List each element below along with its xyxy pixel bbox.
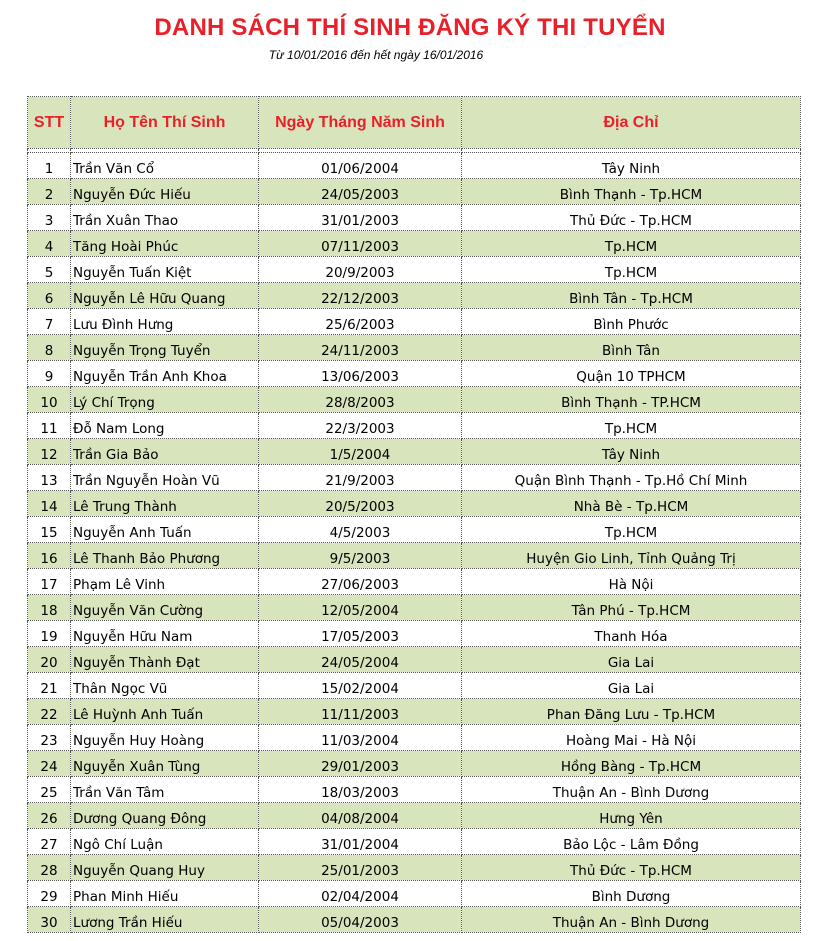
dob-cell: 07/11/2003 <box>259 231 462 257</box>
name-cell: Lý Chí Trọng <box>71 387 259 413</box>
column-header-stt: STT <box>28 97 71 149</box>
stt-cell: 8 <box>28 335 71 361</box>
table-row <box>28 829 801 855</box>
address-cell: Gia Lai <box>462 647 801 673</box>
dob-cell: 25/6/2003 <box>259 309 462 335</box>
dob-cell: 17/05/2003 <box>259 621 462 647</box>
dob-cell: 20/5/2003 <box>259 491 462 517</box>
dob-cell: 24/11/2003 <box>259 335 462 361</box>
table-row <box>28 751 801 777</box>
stt-cell: 28 <box>28 855 71 881</box>
table-row <box>28 309 801 335</box>
table-row <box>28 881 801 907</box>
dob-cell: 15/02/2004 <box>259 673 462 699</box>
column-header-address: Địa Chỉ <box>462 97 801 149</box>
header-row <box>28 97 801 149</box>
address-cell: Tp.HCM <box>462 257 801 283</box>
table-row <box>28 907 801 933</box>
dob-cell: 13/06/2003 <box>259 361 462 387</box>
name-cell: Nguyễn Văn Cường <box>71 595 259 621</box>
name-cell: Nguyễn Hữu Nam <box>71 621 259 647</box>
name-cell: Trần Gia Bảo <box>71 439 259 465</box>
dob-cell: 21/9/2003 <box>259 465 462 491</box>
name-cell: Lê Huỳnh Anh Tuấn <box>71 699 259 725</box>
address-cell: Tp.HCM <box>462 231 801 257</box>
dob-cell: 04/08/2004 <box>259 803 462 829</box>
address-cell: Tp.HCM <box>462 413 801 439</box>
table-row <box>28 699 801 725</box>
table-row <box>28 283 801 309</box>
table-row <box>28 205 801 231</box>
dob-cell: 18/03/2003 <box>259 777 462 803</box>
name-cell: Nguyễn Trọng Tuyển <box>71 335 259 361</box>
name-cell: Phan Minh Hiếu <box>71 881 259 907</box>
stt-cell: 14 <box>28 491 71 517</box>
stt-cell: 13 <box>28 465 71 491</box>
name-cell: Phạm Lê Vinh <box>71 569 259 595</box>
page-title: DANH SÁCH THÍ SINH ĐĂNG KÝ THI TUYỂN <box>154 14 666 41</box>
dob-cell: 01/06/2004 <box>259 153 462 179</box>
stt-cell: 23 <box>28 725 71 751</box>
name-cell: Nguyễn Anh Tuấn <box>71 517 259 543</box>
stt-cell: 22 <box>28 699 71 725</box>
dob-cell: 22/12/2003 <box>259 283 462 309</box>
table-row <box>28 543 801 569</box>
table-row <box>28 231 801 257</box>
address-cell: Tp.HCM <box>462 517 801 543</box>
table-row <box>28 595 801 621</box>
name-cell: Trần Văn Cổ <box>71 153 259 179</box>
stt-cell: 18 <box>28 595 71 621</box>
table-row <box>28 803 801 829</box>
address-cell: Bình Tân <box>462 335 801 361</box>
name-cell: Trần Xuân Thao <box>71 205 259 231</box>
dob-cell: 20/9/2003 <box>259 257 462 283</box>
address-cell: Nhà Bè - Tp.HCM <box>462 491 801 517</box>
name-cell: Lương Trần Hiếu <box>71 907 259 933</box>
stt-cell: 24 <box>28 751 71 777</box>
table-header <box>28 97 801 149</box>
dob-cell: 22/3/2003 <box>259 413 462 439</box>
dob-cell: 1/5/2004 <box>259 439 462 465</box>
name-cell: Nguyễn Quang Huy <box>71 855 259 881</box>
stt-cell: 25 <box>28 777 71 803</box>
address-cell: Thủ Đức - Tp.HCM <box>462 855 801 881</box>
table-row <box>28 465 801 491</box>
address-cell: Phan Đăng Lưu - Tp.HCM <box>462 699 801 725</box>
table-row <box>28 673 801 699</box>
stt-cell: 12 <box>28 439 71 465</box>
address-cell: Quận Bình Thạnh - Tp.Hồ Chí Minh <box>462 465 801 491</box>
address-cell: Tây Ninh <box>462 439 801 465</box>
stt-cell: 2 <box>28 179 71 205</box>
address-cell: Tân Phú - Tp.HCM <box>462 595 801 621</box>
stt-cell: 30 <box>28 907 71 933</box>
stt-cell: 20 <box>28 647 71 673</box>
dob-cell: 11/11/2003 <box>259 699 462 725</box>
dob-cell: 31/01/2003 <box>259 205 462 231</box>
address-cell: Huyện Gio Linh, Tỉnh Quảng Trị <box>462 543 801 569</box>
column-header-name: Họ Tên Thí Sinh <box>71 97 259 149</box>
name-cell: Nguyễn Xuân Tùng <box>71 751 259 777</box>
stt-cell: 4 <box>28 231 71 257</box>
stt-cell: 1 <box>28 153 71 179</box>
address-cell: Bình Dương <box>462 881 801 907</box>
address-cell: Thủ Đức - Tp.HCM <box>462 205 801 231</box>
name-cell: Tăng Hoài Phúc <box>71 231 259 257</box>
name-cell: Nguyễn Thành Đạt <box>71 647 259 673</box>
dob-cell: 25/01/2003 <box>259 855 462 881</box>
dob-cell: 9/5/2003 <box>259 543 462 569</box>
name-cell: Dương Quang Đông <box>71 803 259 829</box>
table-row <box>28 361 801 387</box>
name-cell: Trần Nguyễn Hoàn Vũ <box>71 465 259 491</box>
dob-cell: 24/05/2003 <box>259 179 462 205</box>
address-cell: Quận 10 TPHCM <box>462 361 801 387</box>
address-cell: Bảo Lộc - Lâm Đồng <box>462 829 801 855</box>
dob-cell: 24/05/2004 <box>259 647 462 673</box>
address-cell: Thuận An - Bình Dương <box>462 777 801 803</box>
name-cell: Nguyễn Lê Hữu Quang <box>71 283 259 309</box>
address-cell: Bình Thạnh - Tp.HCM <box>462 179 801 205</box>
date-range-subtitle: Từ 10/01/2016 đến hết ngày 16/01/2016 <box>268 48 484 62</box>
name-cell: Thân Ngọc Vũ <box>71 673 259 699</box>
table-row <box>28 621 801 647</box>
table-row <box>28 413 801 439</box>
stt-cell: 7 <box>28 309 71 335</box>
address-cell: Bình Phước <box>462 309 801 335</box>
address-cell: Hồng Bàng - Tp.HCM <box>462 751 801 777</box>
dob-cell: 12/05/2004 <box>259 595 462 621</box>
stt-cell: 19 <box>28 621 71 647</box>
address-cell: Hoàng Mai - Hà Nội <box>462 725 801 751</box>
address-cell: Hà Nội <box>462 569 801 595</box>
stt-cell: 10 <box>28 387 71 413</box>
stt-cell: 6 <box>28 283 71 309</box>
address-cell: Tây Ninh <box>462 153 801 179</box>
name-cell: Lê Thanh Bảo Phương <box>71 543 259 569</box>
stt-cell: 9 <box>28 361 71 387</box>
table-row <box>28 517 801 543</box>
address-cell: Thanh Hóa <box>462 621 801 647</box>
dob-cell: 11/03/2004 <box>259 725 462 751</box>
name-cell: Ngô Chí Luận <box>71 829 259 855</box>
name-cell: Trần Văn Tâm <box>71 777 259 803</box>
candidate-table <box>27 96 801 933</box>
dob-cell: 4/5/2003 <box>259 517 462 543</box>
address-cell: Hưng Yên <box>462 803 801 829</box>
table-row <box>28 257 801 283</box>
name-cell: Nguyễn Trần Anh Khoa <box>71 361 259 387</box>
stt-cell: 29 <box>28 881 71 907</box>
name-cell: Nguyễn Tuấn Kiệt <box>71 257 259 283</box>
address-cell: Gia Lai <box>462 673 801 699</box>
table-row <box>28 491 801 517</box>
dob-cell: 02/04/2004 <box>259 881 462 907</box>
dob-cell: 31/01/2004 <box>259 829 462 855</box>
name-cell: Nguyễn Huy Hoàng <box>71 725 259 751</box>
stt-cell: 5 <box>28 257 71 283</box>
table-row <box>28 335 801 361</box>
name-cell: Lưu Đình Hưng <box>71 309 259 335</box>
stt-cell: 16 <box>28 543 71 569</box>
dob-cell: 29/01/2003 <box>259 751 462 777</box>
stt-cell: 21 <box>28 673 71 699</box>
stt-cell: 17 <box>28 569 71 595</box>
table-row <box>28 725 801 751</box>
dob-cell: 05/04/2003 <box>259 907 462 933</box>
table-row <box>28 387 801 413</box>
name-cell: Lê Trung Thành <box>71 491 259 517</box>
table-row <box>28 153 801 179</box>
stt-cell: 26 <box>28 803 71 829</box>
name-cell: Nguyễn Đức Hiếu <box>71 179 259 205</box>
table-row <box>28 439 801 465</box>
stt-cell: 11 <box>28 413 71 439</box>
stt-cell: 15 <box>28 517 71 543</box>
address-cell: Bình Tân - Tp.HCM <box>462 283 801 309</box>
column-header-dob: Ngày Tháng Năm Sinh <box>259 97 462 149</box>
name-cell: Đỗ Nam Long <box>71 413 259 439</box>
table-row <box>28 569 801 595</box>
table-row <box>28 855 801 881</box>
address-cell: Bình Thạnh - TP.HCM <box>462 387 801 413</box>
stt-cell: 27 <box>28 829 71 855</box>
stt-cell: 3 <box>28 205 71 231</box>
table-row <box>28 179 801 205</box>
address-cell: Thuận An - Bình Dương <box>462 907 801 933</box>
table-body <box>28 149 801 933</box>
table-row <box>28 777 801 803</box>
table-row <box>28 647 801 673</box>
dob-cell: 28/8/2003 <box>259 387 462 413</box>
dob-cell: 27/06/2003 <box>259 569 462 595</box>
